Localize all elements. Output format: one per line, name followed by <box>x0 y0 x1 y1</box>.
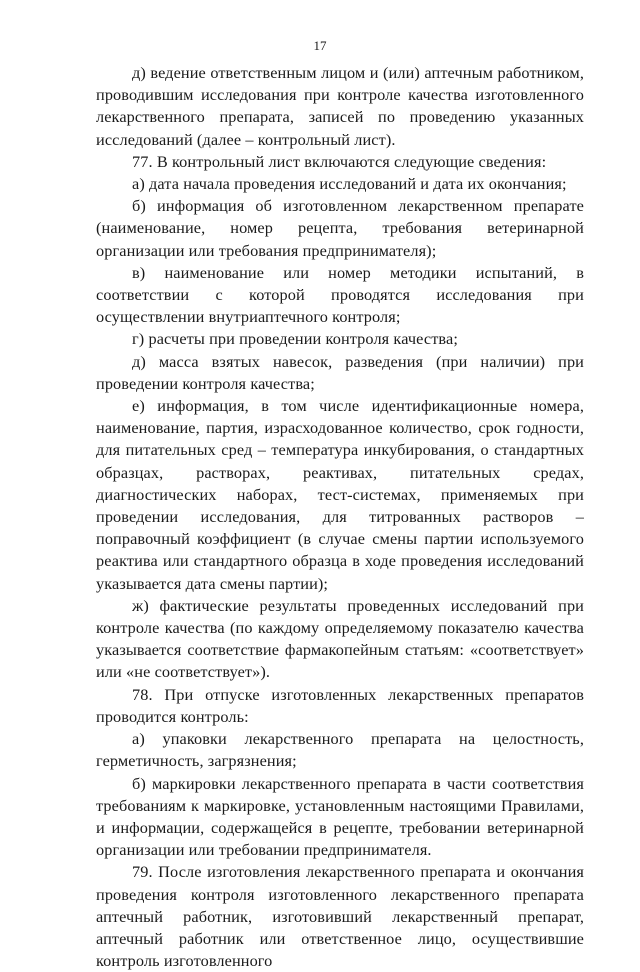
page-number: 17 <box>313 38 327 53</box>
paragraph-78-b: б) маркировки лекарственного препарата в части соответствия требованиям к маркировке, установленным настоящими Правилами, и информации, содержащейся в рецепте, требовании ветеринарной организации или требовании предпринимателя. <box>96 773 584 860</box>
paragraph-77-e: е) информация, в том числе идентификационные номера, наименование, партия, израсходованное количество, срок годности, для питательных сред – температура инкубирования, о стандартных образцах, растворах, реактивах, питательных средах, диагностических наборах, тест-системах, применяемых при проведении исследования, для титрованных растворов – поправочный коэффициент (в случае смены партии используемого реактива или стандартного образца в ходе проведения исследований указывается дата смены партии); <box>96 396 584 593</box>
paragraph-77-d: д) масса взятых навесок, разведения (при наличии) при проведении контроля качества; <box>96 351 584 393</box>
document-body <box>96 62 584 972</box>
paragraph-79: 79. После изготовления лекарственного препарата и окончания проведения контроля изготовленного лекарственного препарата аптечный работник, изготовивший лекарственный препарат, аптечный работник или ответственное лицо, осуществившие контроль изготовленного <box>96 862 584 971</box>
paragraph-77-b: б) информация об изготовленном лекарственном препарате (наименование, номер рецепта, требования ветеринарной организации или требования предпринимателя); <box>96 196 584 260</box>
paragraph-78-intro: 78. При отпуске изготовленных лекарственных препаратов проводится контроль: <box>96 684 584 726</box>
paragraph-d-control-sheet: д) ведение ответственным лицом и (или) аптечным работником, проводившим исследования при контроле качества изготовленного лекарственного препарата, записей по проведению указанных исследований (далее – контрольный лист). <box>96 63 584 149</box>
paragraph-77-g: г) расчеты при проведении контроля качества; <box>132 329 458 349</box>
paragraph-77-zh: ж) фактические результаты проведенных исследований при контроле качества (по каждому определяемому показателю качества указывается соответствие фармакопейным статьям: «соответствует» или «не соответствует»). <box>96 595 584 682</box>
paragraph-77-intro: 77. В контрольный лист включаются следующие сведения: <box>132 151 547 171</box>
paragraph-78-a: а) упаковки лекарственного препарата на целостность, герметичность, загрязнения; <box>96 729 584 771</box>
paragraph-77-a: а) дата начала проведения исследований и дата их окончания; <box>132 174 567 194</box>
paragraph-77-v: в) наименование или номер методики испытаний, в соответствии с которой проводятся исследования при осуществлении внутриаптечного контроля; <box>96 262 584 327</box>
